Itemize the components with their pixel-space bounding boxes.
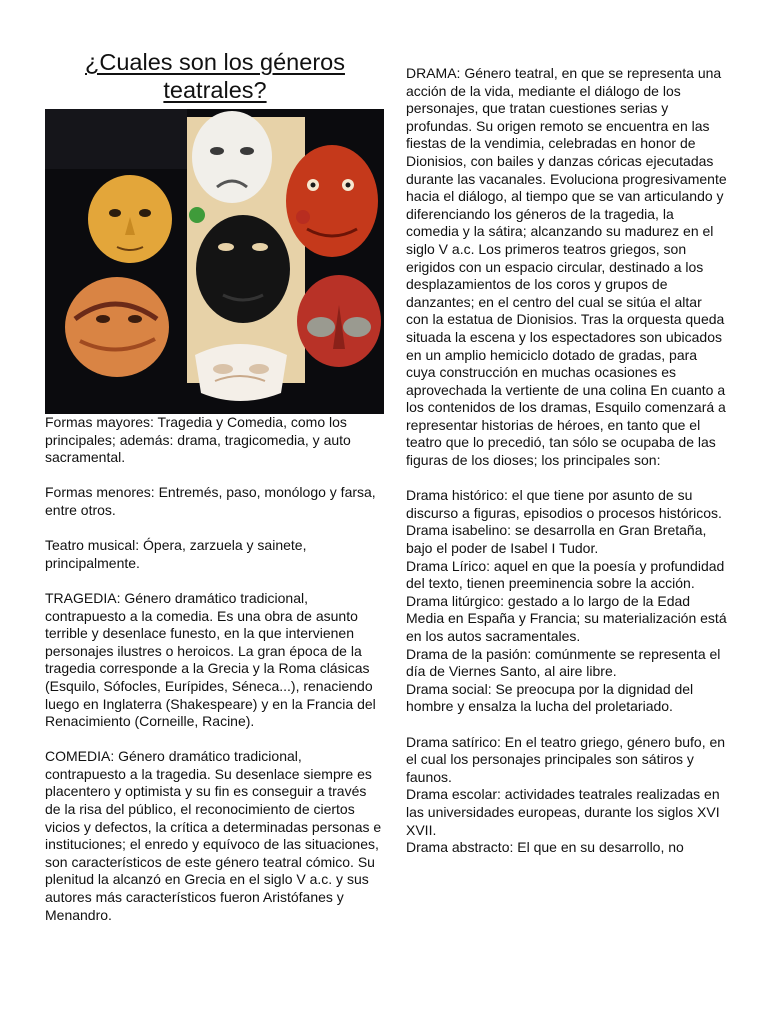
- left-column: [45, 48, 385, 942]
- white-half-mask: [195, 344, 287, 401]
- left-text: [45, 414, 385, 924]
- paragraph-formas-menores: Formas menores: Entremés, paso, monólogo y farsa, entre otros.: [45, 484, 376, 518]
- black-mask: [196, 215, 290, 323]
- red-grey-mask: [297, 275, 381, 367]
- yellow-mask: [88, 175, 172, 263]
- drama-type-lirico: Drama Lírico: aquel en que la poesía y profundidad del texto, tienen preeminencia sobre la acción.: [406, 557, 725, 592]
- drama-type-historico: Drama histórico: el que tiene por asunto de su discurso a figuras, episodios o procesos históricos.: [406, 487, 722, 521]
- drama-type-abstracto: Drama abstracto: El que en su desarrollo, no: [406, 839, 684, 856]
- drama-type-pasion: Drama de la pasión: comúnmente se representa el día de Viernes Santo, al aire libre.: [406, 645, 721, 680]
- paragraph-teatro-musical: Teatro musical: Ópera, zarzuela y sainete, principalmente.: [45, 537, 307, 571]
- drama-types-group-2: [406, 734, 728, 857]
- right-column: [406, 65, 728, 857]
- drama-type-satirico: Drama satírico: En el teatro griego, género bufo, en el cual los personajes principales son sátiros y faunos.: [406, 733, 726, 785]
- paragraph-comedia: COMEDIA: Género dramático tradicional, contrapuesto a la tragedia. Su desenlace siempre es placentero y optimista y su fin es conseguir a través de la risa del público, el reconocimiento de ciertos vicios y defectos, la crítica a determinadas personas e instituciones; el enredo y equívoco de las situaciones, son característicos de este género teatral cómico. Su plenitud la alcanzó en Grecia en el siglo V a.c. y sus autores más característicos fueron Aristófanes y Menandro.: [45, 748, 382, 923]
- red-mask: [286, 145, 378, 257]
- drama-type-isabelino: Drama isabelino: se desarrolla en Gran Bretaña, bajo el poder de Isabel I Tudor.: [406, 522, 707, 557]
- white-mask: [192, 111, 272, 203]
- page-title: ¿Cuales son los géneros teatrales?: [85, 49, 345, 103]
- drama-type-liturgico: Drama litúrgico: gestado a lo largo de la Edad Media en España y Francia; su materialización está en los autos sacramentales.: [406, 592, 727, 644]
- drama-type-escolar: Drama escolar: actividades teatrales realizadas en las universidades europeas, durante los siglos XVI XVII.: [406, 786, 720, 838]
- drama-types-group-1: [406, 487, 728, 716]
- paragraph-drama: DRAMA: Género teatral, en que se representa una acción de la vida, mediante el diálogo de los personajes, que tratan cuestiones serias y profundas. Su origen remoto se encuentra en las fiestas de la vendimia, celebradas en honor de Dionisios, con bailes y danzas córicas ejecutadas durante las vacanales. Evoluciona progresivamente hacia el diálogo, al tiempo que se van articulando y diferenciando los géneros de la tragedia, la comedia y la sátira; alcanzando su madurez en el siglo V a.c. Los primeros teatros griegos, son erigidos con un espacio circular, destinado a los desplazamientos de los coros y grupos de danzantes; en el centro del cual se sitúa el altar con la estatua de Dionisios. Tras la orquesta queda situada la escena y los espectadores son ubicados en un amplio hemiciclo dotado de gradas, para cuya construcción en muchas ocasiones es aprovechada la vertiente de una colina En cuanto a los contenidos de los dramas, Esquilo comenzará a representar historias de héroes, en tanto que el teatro que lo precedió, tan sólo se ocupaba de las figuras de los dioses; los principales son:: [406, 65, 727, 469]
- painted-mask: [65, 277, 169, 377]
- masks-photo: [45, 109, 384, 414]
- drama-type-social: Drama social: Se preocupa por la dignidad del hombre y ensalza la lucha del proletariado.: [406, 680, 694, 715]
- paragraph-formas-mayores: Formas mayores: Tragedia y Comedia, como los principales; además: drama, tragicomedia, y auto sacramental.: [45, 414, 351, 466]
- paragraph-tragedia: TRAGEDIA: Género dramático tradicional, contrapuesto a la comedia. Es una obra de asunto terrible y desenlace funesto, en la que intervienen personajes ilustres o heroicos. La gran época de la tragedia corresponde a la Grecia y la Roma clásicas (Esquilo, Sófocles, Eurípides, Séneca...), renaciendo luego en Inglaterra (Shakespeare) y en la Francia del Renacimiento (Corneille, Racine).: [45, 589, 376, 730]
